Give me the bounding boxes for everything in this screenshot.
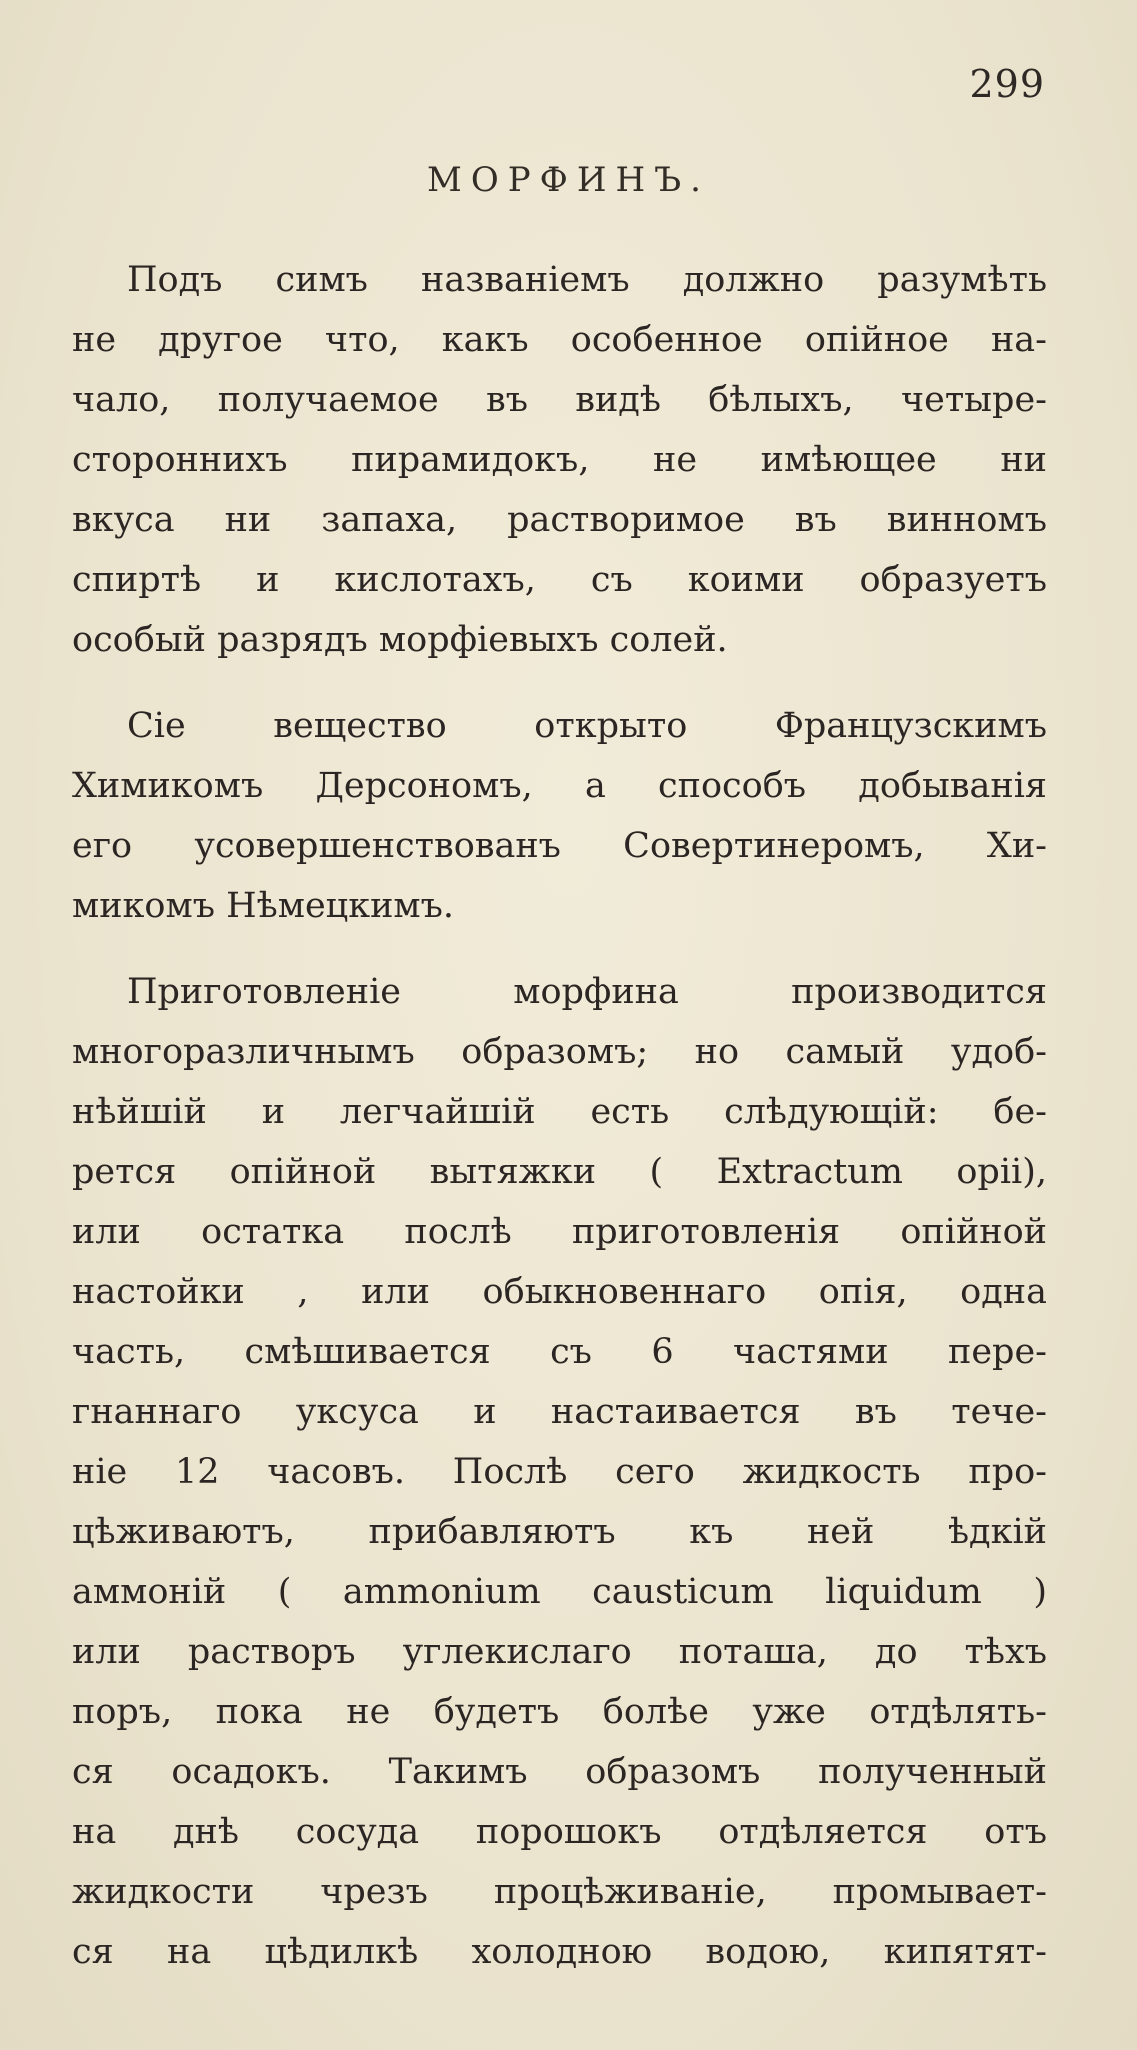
text-line: чало, получаемое въ видѣ бѣлыхъ, четыре- [72,380,1047,420]
text-line: не другое что, какъ особенное опійное на- [72,320,1047,360]
text-line: особый разрядъ морфіевыхъ солей. [72,620,728,660]
text-line: стороннихъ пирамидокъ, не имѣющее ни [72,440,1047,480]
section-heading: МОРФИНЪ. [427,160,710,200]
text-line: рется опійной вытяжки ( Extractum opii), [72,1152,1047,1192]
text-line: вкуса ни запаха, растворимое въ винномъ [72,500,1047,540]
text-line: микомъ Нѣмецкимъ. [72,886,455,926]
text-line: Химикомъ Дерсономъ, а способъ добыванія [72,766,1047,806]
text-line: или растворъ углекислаго поташа, до тѣхъ [72,1632,1047,1672]
text-line: гнаннаго уксуса и настаивается въ тече- [72,1392,1047,1432]
text-line: Подъ симъ названіемъ должно разумѣть [127,260,1047,300]
text-line: часть, смѣшивается съ 6 частями пере- [72,1332,1047,1372]
text-line: его усовершенствованъ Совертинеромъ, Хи- [72,826,1047,866]
text-line: ся осадокъ. Такимъ образомъ полученный [72,1752,1047,1792]
text-line: цѣживаютъ, прибавляютъ къ ней ѣдкій [72,1512,1047,1552]
body-text [72,250,1047,2008]
text-line: ся на цѣдилкѣ холодною водою, кипятят- [72,1932,1047,1972]
text-line: нѣйшій и легчайшій есть слѣдующій: бе- [72,1092,1047,1132]
text-line: многоразличнымъ образомъ; но самый удоб- [72,1032,1047,1072]
text-line: спиртѣ и кислотахъ, съ коими образуетъ [72,560,1047,600]
page-number: 299 [969,62,1045,106]
text-line: на днѣ сосуда порошокъ отдѣляется отъ [72,1812,1047,1852]
paragraph [72,696,1047,936]
text-line: ніе 12 часовъ. Послѣ сего жидкость про- [72,1452,1047,1492]
paragraph [72,962,1047,1982]
paragraph [72,250,1047,670]
text-line: Сіе вещество открыто Французскимъ [127,706,1047,746]
text-line: Приготовленіе морфина производится [127,972,1047,1012]
text-line: поръ, пока не будетъ болѣе уже отдѣлять- [72,1692,1047,1732]
text-line: или остатка послѣ приготовленія опійной [72,1212,1047,1252]
text-line: аммоній ( ammonium causticum liquidum ) [72,1572,1047,1612]
text-line: жидкости чрезъ процѣживаніе, промывает- [72,1872,1047,1912]
text-line: настойки , или обыкновеннаго опія, одна [72,1272,1047,1312]
